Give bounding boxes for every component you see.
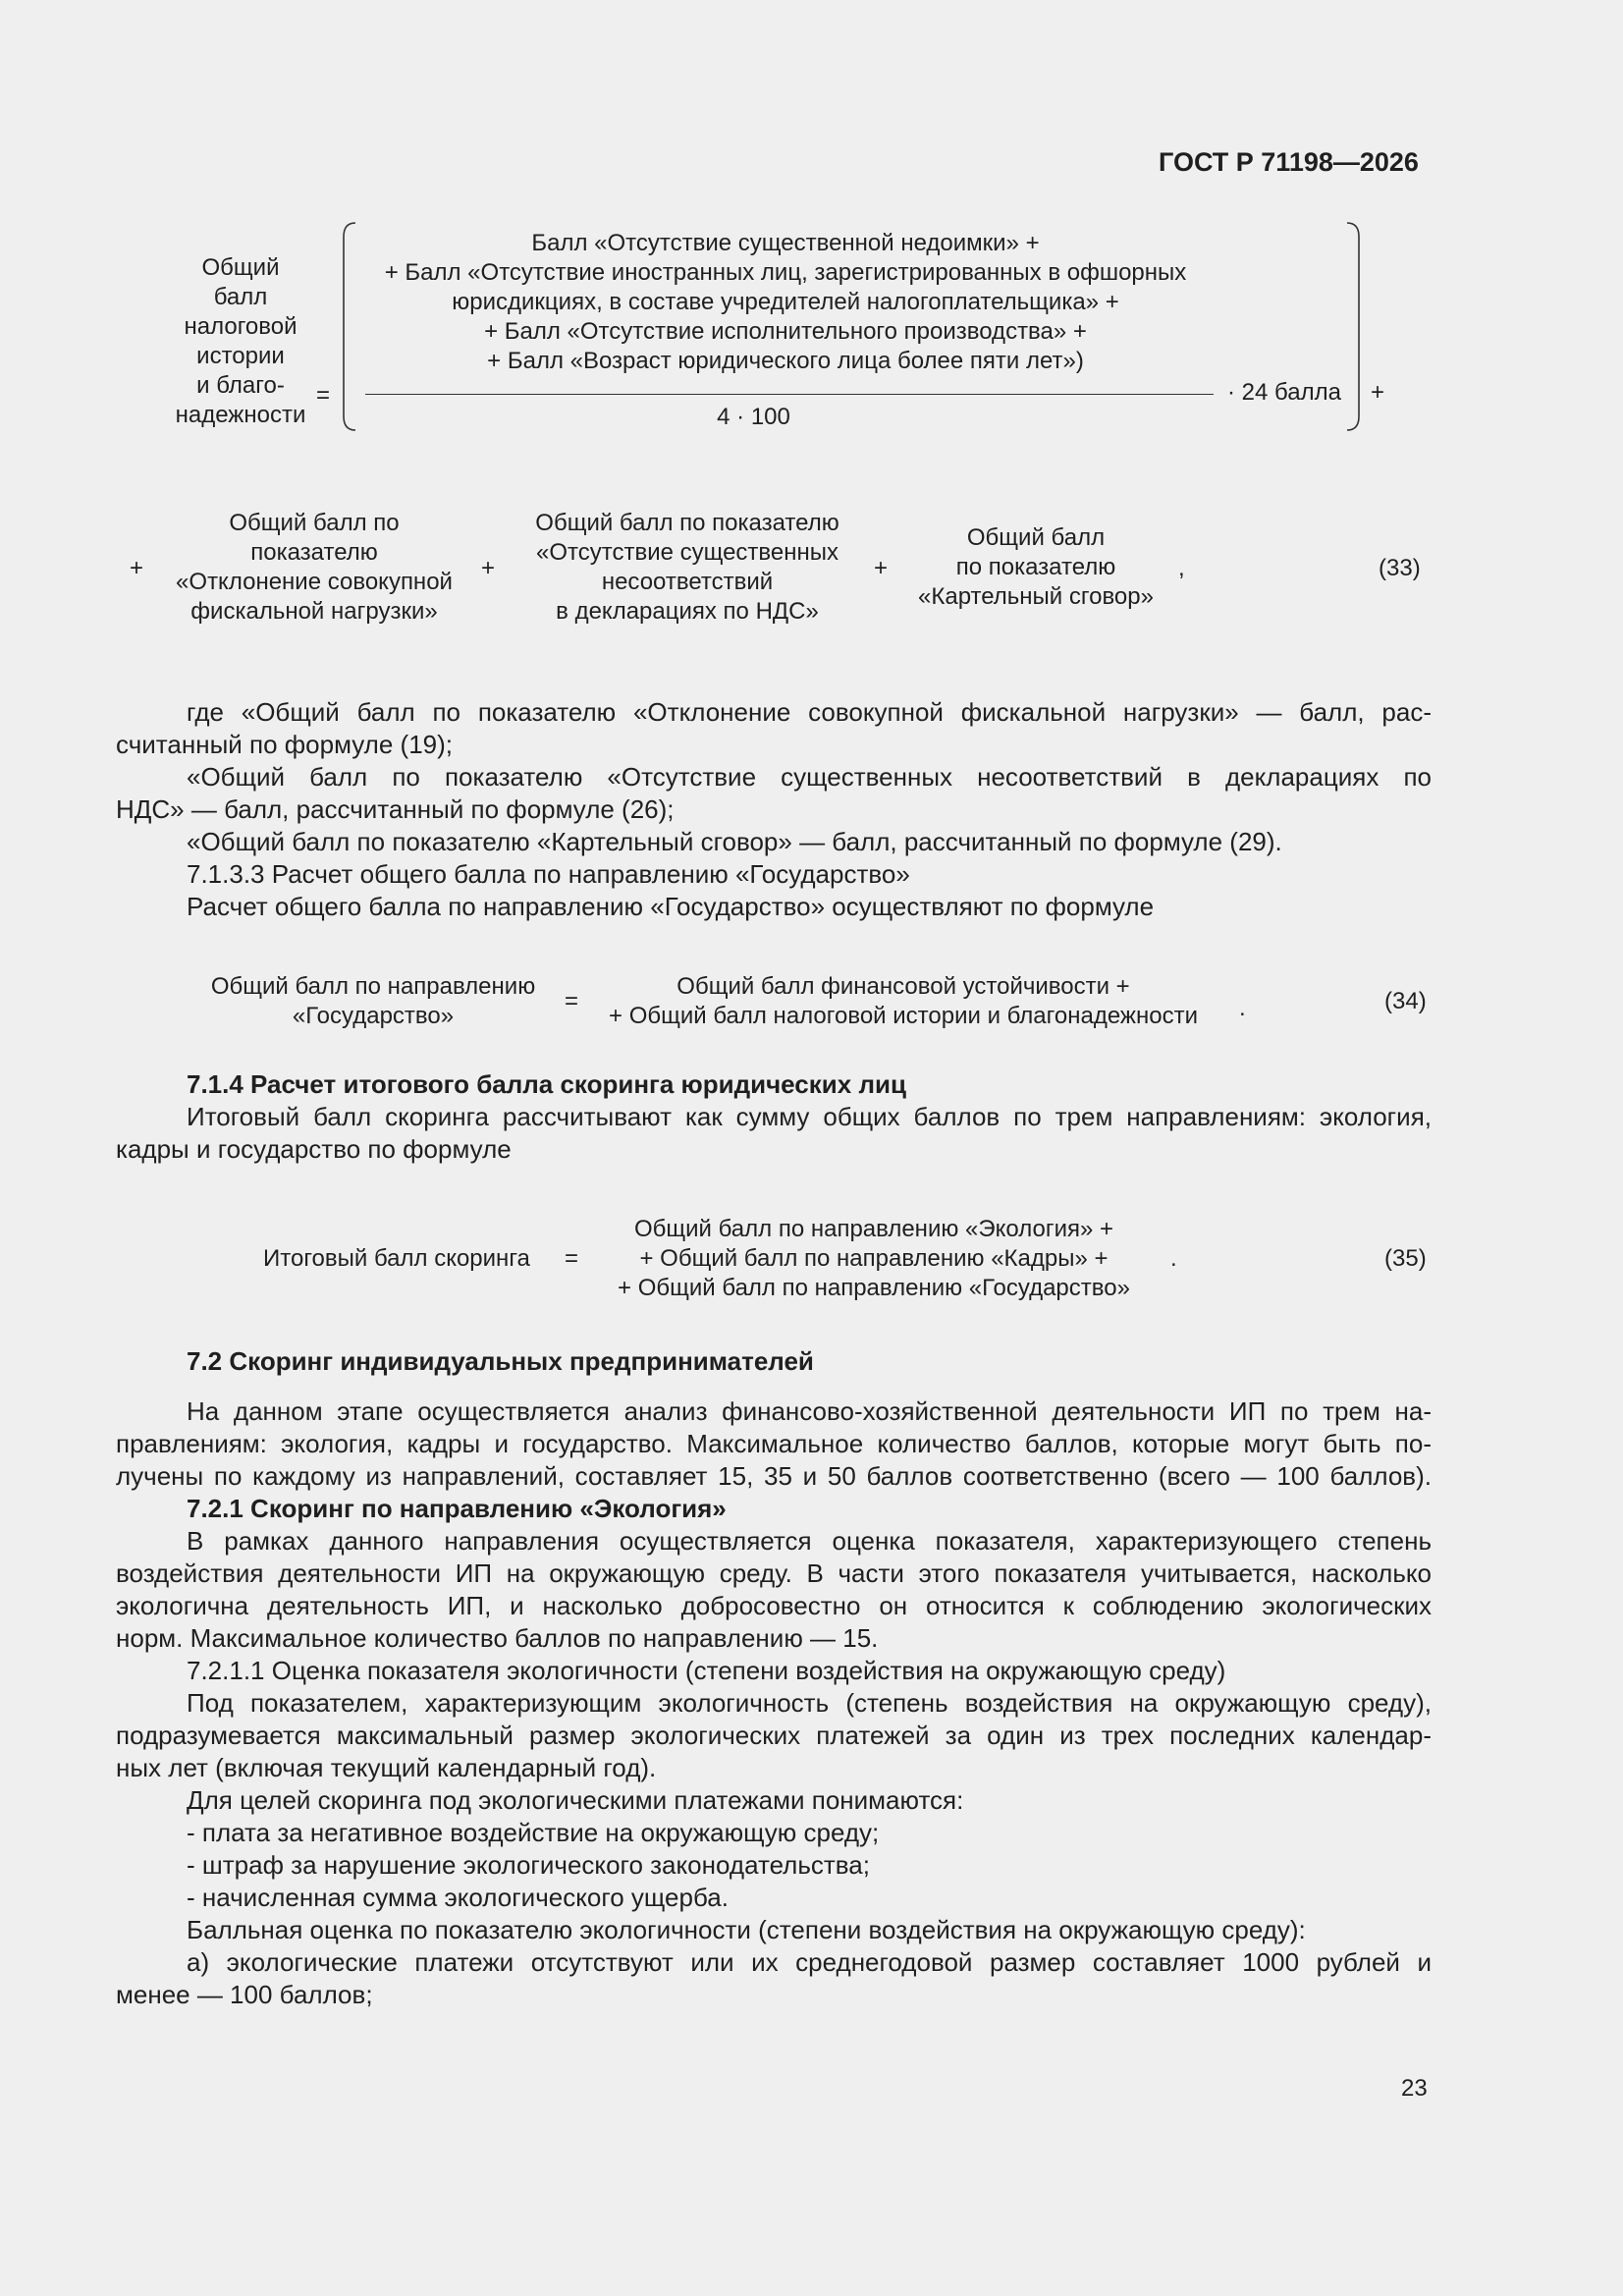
formula-number: (35): [1384, 1245, 1427, 1272]
paragraph-line: Итоговый балл скоринга рассчитывают как сумму общих баллов по трем направлениям: экология,: [187, 1102, 1432, 1131]
formula-lhs-line: балл: [213, 284, 268, 310]
term-line: «Картельный сговор»: [918, 583, 1154, 610]
term-line: фискальной нагрузки»: [190, 598, 438, 625]
formula-lhs: Итоговый балл скоринга: [263, 1245, 530, 1272]
formula-term: [511, 509, 864, 627]
period: .: [1170, 1245, 1177, 1272]
list-item: - штраф за нарушение экологического законодательства;: [187, 1850, 870, 1880]
plus-sign: +: [874, 555, 889, 581]
page-number: 23: [1401, 2075, 1428, 2102]
formula-rhs-line: + Общий балл налоговой истории и благонадежности: [609, 1003, 1198, 1029]
paragraph-line: считанный по формуле (19);: [116, 730, 453, 759]
term-line: Общий балл: [966, 524, 1106, 551]
paragraph-line: НДС» — балл, рассчитанный по формуле (26);: [116, 794, 675, 824]
paragraph-line: экологична деятельность ИП, и насколько добросовестно он относится к соблюдению экологических: [116, 1591, 1432, 1620]
fraction-bar: [365, 394, 1214, 395]
document-code: ГОСТ Р 71198—2026: [1159, 147, 1419, 177]
paragraph-line: Балльная оценка по показателю экологичности (степени воздействия на окружающую среду):: [187, 1915, 1306, 1944]
term-line: в декларациях по НДС»: [556, 598, 819, 625]
paragraph-line: «Общий балл по показателю «Отсутствие существенных несоответствий в декларациях по: [187, 762, 1432, 792]
formula-rhs: [589, 1215, 1159, 1303]
formula-term: [893, 523, 1178, 612]
paragraph-line: Расчет общего балла по направлению «Государство» осуществляют по формуле: [187, 892, 1155, 921]
plus-sign: +: [481, 555, 496, 581]
paragraph-line: На данном этапе осуществляется анализ финансово-хозяйственной деятельности ИП по трем на-: [187, 1396, 1432, 1426]
section-7-2-body: [116, 1395, 1432, 2011]
equals-sign: =: [316, 382, 331, 409]
formula-lhs-line: и благо-: [196, 372, 285, 399]
paragraph-line: норм. Максимальное количество баллов по направлению — 15.: [116, 1623, 879, 1653]
paragraph-line: «Общий балл по показателю «Картельный сговор» — балл, рассчитанный по формуле (29).: [187, 827, 1282, 856]
equals-sign: =: [565, 1245, 579, 1272]
term-line: «Отклонение совокупной: [176, 569, 453, 595]
formula-number: (34): [1384, 988, 1427, 1014]
formula-lhs-line: истории: [196, 343, 285, 369]
formula-lhs-line: Общий: [201, 254, 280, 281]
subsection-title: 7.2.1.1 Оценка показателя экологичности (степени воздействия на окружающую среду): [187, 1656, 1226, 1685]
section-heading: 7.1.4 Расчет итогового балла скоринга юридических лиц: [187, 1069, 906, 1099]
formula-rhs-line: + Общий балл по направлению «Государство»: [618, 1275, 1130, 1301]
numerator-line: Балл «Отсутствие существенной недоимки» +: [531, 230, 1040, 256]
term-line: Общий балл по: [229, 510, 400, 536]
formula-lhs-line: надежности: [175, 402, 306, 428]
formula-lhs: [157, 253, 324, 430]
paragraph-line: кадры и государство по формуле: [116, 1134, 512, 1164]
paragraph-line: правлениям: экология, кадры и государство. Максимальное количество баллов, которые могут быть по-: [116, 1429, 1432, 1458]
term-line: «Отсутствие существенных: [535, 539, 839, 566]
formula-denominator: 4 · 100: [717, 404, 790, 430]
period: .: [1239, 995, 1246, 1021]
paragraph-line: лучены по каждому из направлений, составляет 15, 35 и 50 баллов соответственно (всего — 100 баллов).: [116, 1461, 1432, 1491]
formula-lhs-line: налоговой: [184, 313, 298, 340]
term-line: показателю: [250, 539, 378, 566]
paragraph-line: ных лет (включая текущий календарный год).: [116, 1753, 657, 1782]
formula-numerator: [353, 229, 1217, 376]
section-7-1-4: [116, 1068, 1432, 1166]
section-heading: 7.2 Скоринг индивидуальных предпринимателей: [187, 1346, 814, 1376]
formula-lhs-line: «Государство»: [292, 1003, 455, 1029]
equals-sign: =: [565, 988, 579, 1014]
list-item: - плата за негативное воздействие на окружающую среду;: [187, 1818, 880, 1847]
paragraph-line: В рамках данного направления осуществляется оценка показателя, характеризующего степень: [187, 1526, 1432, 1556]
formula-rhs-line: Общий балл по направлению «Экология» +: [633, 1216, 1114, 1242]
paragraph-line: воздействия деятельности ИП на окружающую среду. В части этого показателя учитывается, насколько: [116, 1558, 1432, 1588]
formula-rhs-line: Общий балл финансовой устойчивости +: [676, 973, 1130, 1000]
formula-lhs: [191, 972, 555, 1031]
list-item: менее — 100 баллов;: [116, 1980, 373, 2009]
formula-rhs-line: + Общий балл по направлению «Кадры» +: [639, 1245, 1109, 1272]
right-brace-icon: [1343, 221, 1365, 432]
numerator-line: + Балл «Отсутствие исполнительного производства» +: [484, 318, 1087, 345]
paragraph-line: Для целей скоринга под экологическими платежами понимаются:: [187, 1785, 964, 1815]
paragraph-line: где «Общий балл по показателю «Отклонение совокупной фискальной нагрузки» — балл, рас-: [187, 697, 1432, 727]
plus-sign: +: [130, 555, 144, 581]
list-item: а) экологические платежи отсутствуют или их среднегодовой размер составляет 1000 рублей и: [187, 1947, 1432, 1977]
numerator-line: + Балл «Отсутствие иностранных лиц, зарегистрированных в офшорных: [384, 259, 1187, 286]
plus-sign: +: [1371, 379, 1385, 406]
term-line: Общий балл по показателю: [535, 510, 839, 536]
term-line: по показателю: [955, 554, 1116, 580]
formula-number: (33): [1379, 555, 1421, 581]
term-line: несоответствий: [601, 569, 774, 595]
comma: ,: [1178, 555, 1185, 581]
list-item: - начисленная сумма экологического ущерба.: [187, 1883, 729, 1912]
subsection-title: 7.1.3.3 Расчет общего балла по направлению «Государство»: [187, 859, 910, 889]
formula-lhs-line: Общий балл по направлению: [210, 973, 536, 1000]
section-7-2-heading-block: [116, 1345, 1432, 1378]
formula-multiplier: · 24 балла: [1227, 379, 1341, 406]
paragraph-line: Под показателем, характеризующим экологичность (степень воздействия на окружающую среду),: [187, 1688, 1432, 1718]
section-heading: 7.2.1 Скоринг по направлению «Экология»: [187, 1494, 727, 1523]
paragraph-line: подразумевается максимальный размер экологических платежей за один из трех последних календар-: [116, 1721, 1432, 1750]
formula-term: [157, 509, 471, 627]
numerator-line: юрисдикциях, в составе учредителей налогоплательщика» +: [452, 289, 1119, 315]
formula-rhs: [589, 972, 1217, 1031]
explanation-block: [116, 696, 1432, 923]
numerator-line: + Балл «Возраст юридического лица более пяти лет»): [487, 348, 1084, 374]
